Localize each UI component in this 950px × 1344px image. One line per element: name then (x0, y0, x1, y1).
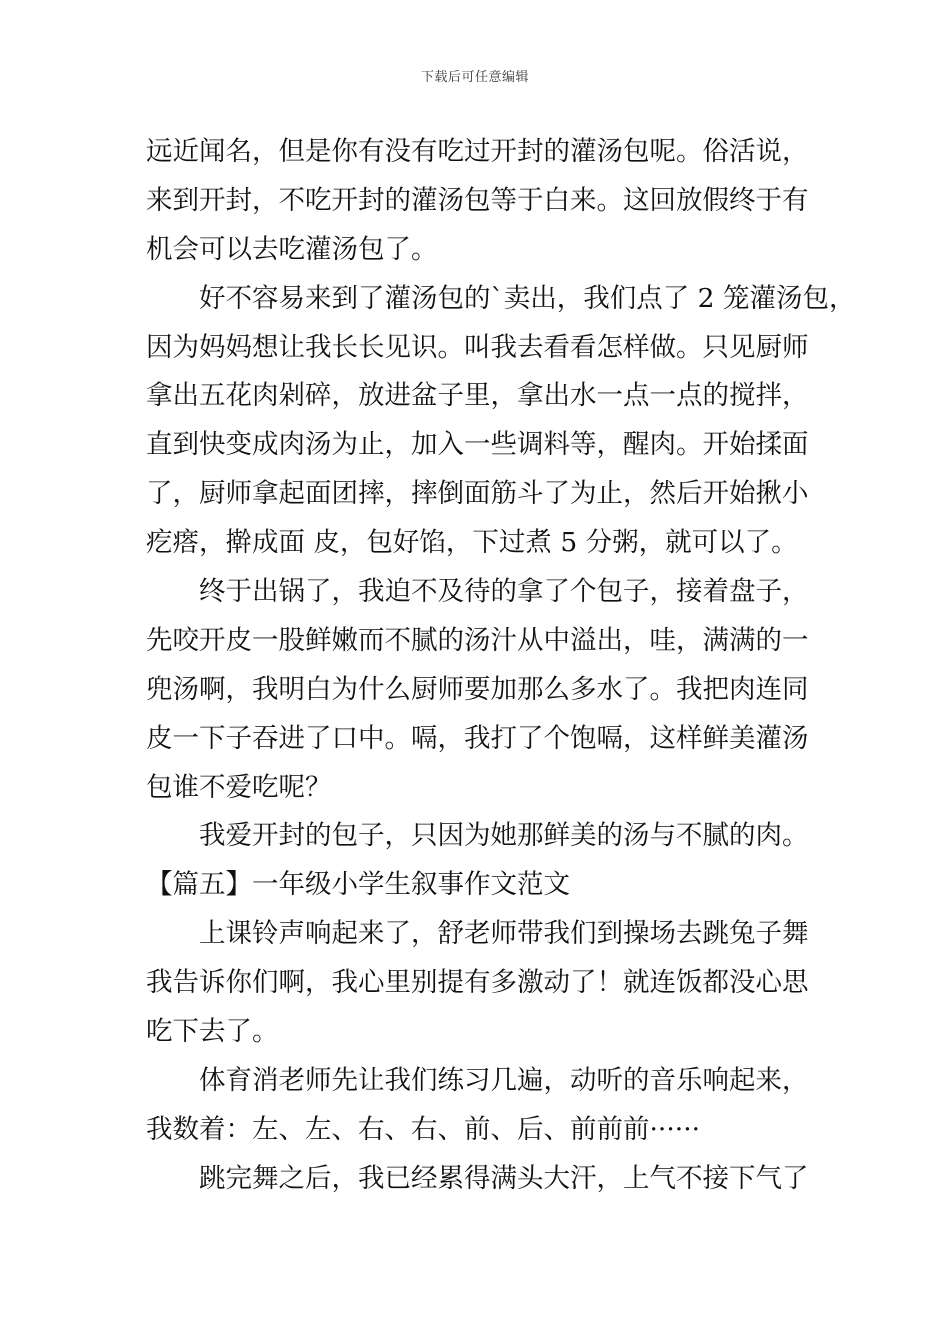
text-line: 体育消老师先让我们练习几遍，动听的音乐响起来， (199, 1064, 809, 1096)
text-line: 吃下去了。 (146, 1016, 279, 1048)
text-line: 拿出五花肉剁碎，放进盆子里，拿出水一点一点的搅拌， (146, 380, 809, 412)
document-body (146, 128, 856, 1204)
paragraph (146, 568, 816, 812)
paragraph (146, 1057, 816, 1155)
text-line: 先咬开皮一股鲜嫩而不腻的汤汁从中溢出，哇，满满的一 (146, 624, 809, 656)
paragraph (146, 910, 816, 1057)
section-title: 【篇五】一年级小学生叙事作文范文 (146, 869, 570, 901)
text-line: 好不容易来到了灌汤包的`卖出，我们点了 2 笼灌汤包， (199, 282, 856, 314)
text-line: 来到开封，不吃开封的灌汤包等于白来。这回放假终于有 (146, 184, 809, 216)
text-line: 直到快变成肉汤为止，加入一些调料等，醒肉。开始揉面 (146, 429, 809, 461)
text-line: 皮一下子吞进了口中。嗝，我打了个饱嗝，这样鲜美灌汤 (146, 722, 809, 754)
paragraph (146, 812, 816, 861)
paragraph (146, 275, 856, 568)
text-line: 了，厨师拿起面团摔，摔倒面筋斗了为止，然后开始揪小 (146, 478, 809, 510)
section-heading (146, 861, 816, 910)
text-line: 疙瘩，擀成面 皮，包好馅，下过煮 5 分粥，就可以了。 (146, 527, 798, 559)
text-line: 远近闻名，但是你有没有吃过开封的灌汤包呢。俗活说， (146, 136, 809, 167)
text-line: 因为妈妈想让我长长见识。叫我去看看怎样做。只见厨师 (146, 331, 809, 363)
paragraph (146, 128, 816, 275)
text-line: 兜汤啊，我明白为什么厨师要加那么多水了。我把肉连同 (146, 673, 809, 705)
text-line: 我告诉你们啊，我心里别提有多激动了！就连饭都没心思 (146, 967, 809, 999)
text-line: 包谁不爱吃呢？ (146, 771, 332, 803)
paragraph (146, 1155, 816, 1204)
text-line: 上课铃声响起来了，舒老师带我们到操场去跳兔子舞 (199, 918, 809, 950)
text-line: 机会可以去吃灌汤包了。 (146, 233, 438, 265)
text-line: 我爱开封的包子，只因为她那鲜美的汤与不腻的肉。 (199, 820, 809, 852)
text-line: 跳完舞之后，我已经累得满头大汗，上气不接下气了 (199, 1162, 809, 1194)
text-line: 终于出锅了，我迫不及待的拿了个包子，接着盘子， (199, 576, 809, 608)
text-line: 我数着：左、左、右、右、前、后、前前前······ (146, 1113, 701, 1145)
page-header: 下载后可任意编辑 (420, 70, 529, 85)
